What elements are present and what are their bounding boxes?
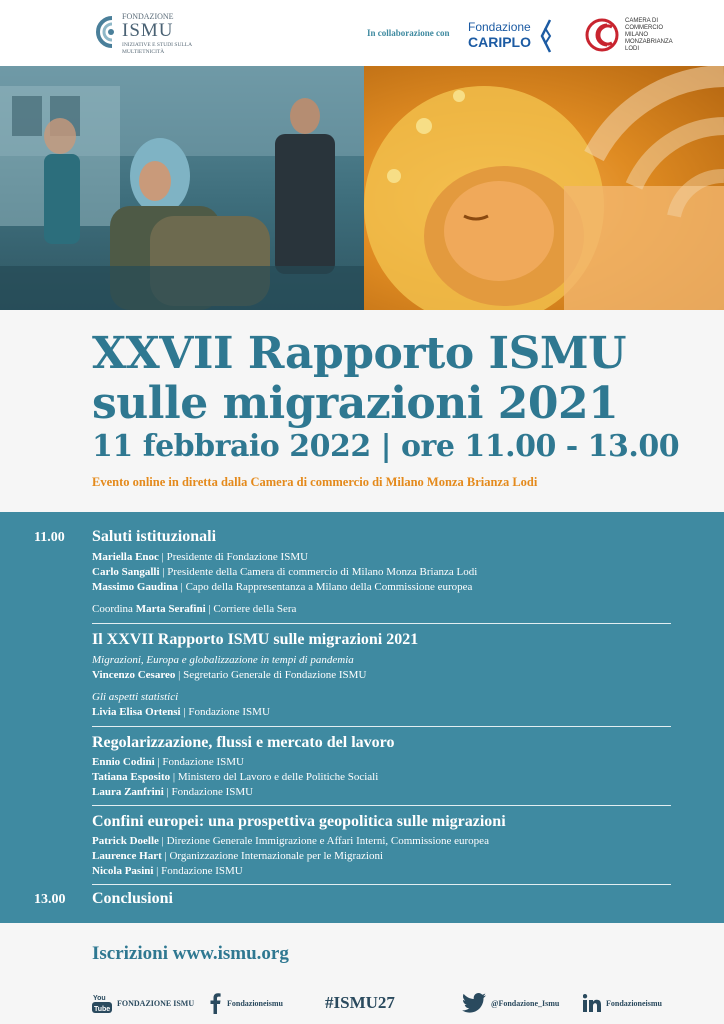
ismu-name: ISMU — [122, 20, 174, 41]
speaker-line — [92, 705, 270, 719]
photo-left-illustration — [0, 66, 364, 310]
speaker-name: Massimo Gaudina — [92, 581, 178, 593]
speaker-line — [92, 849, 383, 863]
photo-right-illustration — [364, 66, 724, 310]
cariplo-logo[interactable] — [468, 18, 558, 54]
section-divider — [92, 623, 671, 624]
camera-line-5: LODI — [625, 46, 640, 52]
camera-line-3: MILANO — [625, 32, 649, 38]
speaker-role: | Fondazione ISMU — [163, 786, 254, 798]
linkedin-label: Fondazioneismu — [606, 998, 663, 1008]
svg-text:Tube: Tube — [94, 1006, 111, 1013]
section-divider — [92, 726, 671, 727]
speaker-role: | Capo della Rappresentanza a Milano della Commissione europea — [177, 581, 473, 593]
moderator-role: | Corriere della Sera — [205, 603, 297, 615]
speaker-name: Livia Elisa Ortensi — [92, 706, 181, 718]
speaker-role: | Organizzazione Internazionale per le Migrazioni — [161, 850, 384, 862]
facebook-icon — [208, 992, 222, 1014]
moderator-prefix: Coordina — [92, 603, 136, 615]
speaker-line — [92, 834, 489, 848]
facebook-link[interactable] — [208, 991, 283, 1015]
camera-commercio-logo[interactable] — [585, 16, 695, 56]
event-hashtag[interactable]: #ISMU27 — [325, 993, 395, 1012]
twitter-icon — [462, 993, 486, 1013]
speaker-name: Nicola Pasini — [92, 865, 154, 877]
section-title-conclusioni: Conclusioni — [92, 890, 173, 907]
speaker-role: | Fondazione ISMU — [154, 756, 244, 768]
section-divider — [92, 805, 671, 806]
speaker-name: Ennio Codini — [92, 756, 155, 768]
linkedin-icon — [583, 994, 601, 1012]
event-date-time: 11 febbraio 2022 | ore 11.00 - 13.00 — [92, 429, 680, 464]
session-subtitle-text: Migrazioni, Europa e globalizzazione in tempi di pandemia — [92, 654, 354, 666]
section-title-rapporto: Il XXVII Rapporto ISMU sulle migrazioni 2021 — [92, 631, 419, 648]
moderator-name: Marta Serafini — [135, 603, 206, 615]
youtube-icon — [92, 992, 112, 1014]
speaker-line — [92, 565, 477, 579]
camera-line-4: MONZABRIANZA — [625, 39, 673, 45]
ismu-logo[interactable] — [92, 12, 202, 58]
facebook-label: Fondazioneismu — [227, 998, 284, 1008]
speaker-name: Mariella Enoc — [92, 551, 159, 563]
speaker-role: | Presidente di Fondazione ISMU — [158, 551, 309, 563]
photo-sleeping-child — [364, 66, 724, 310]
speaker-line — [92, 668, 366, 682]
speaker-name: Laurence Hart — [92, 850, 162, 862]
speaker-line — [92, 785, 253, 799]
section-title-confini: Confini europei: una prospettiva geopolitica sulle migrazioni — [92, 813, 506, 830]
speaker-line — [92, 550, 308, 564]
speaker-role: | Ministero del Lavoro e delle Politiche Sociali — [170, 771, 379, 783]
camera-commercio-mark-icon — [585, 18, 621, 52]
youtube-label: FONDAZIONE ISMU — [117, 998, 195, 1008]
session-subtitle — [92, 653, 354, 667]
speaker-role: | Direzione Generale Immigrazione e Affari Interni, Commissione europea — [158, 835, 489, 847]
camera-line-2: COMMERCIO — [625, 25, 663, 31]
speaker-role: | Fondazione ISMU — [153, 865, 243, 877]
start-time: 11.00 — [34, 530, 65, 545]
speaker-line — [92, 770, 378, 784]
section-title-saluti: Saluti istituzionali — [92, 528, 217, 545]
ismu-logo-mark-icon — [92, 14, 118, 50]
youtube-link[interactable] — [92, 991, 194, 1015]
ismu-foundation-label: FONDAZIONE — [122, 12, 174, 21]
linkedin-link[interactable] — [583, 991, 662, 1015]
cariplo-logo-bottom: CARIPLO — [468, 34, 531, 50]
session-subtitle — [92, 690, 178, 704]
speaker-name: Tatiana Esposito — [92, 771, 171, 783]
photo-migrants-station — [0, 66, 364, 310]
speaker-name: Vincenzo Cesareo — [92, 669, 176, 681]
speaker-name: Laura Zanfrini — [92, 786, 164, 798]
end-time: 13.00 — [34, 892, 66, 907]
title-block — [0, 310, 724, 512]
section-title-regolarizzazione: Regolarizzazione, flussi e mercato del lavoro — [92, 734, 395, 751]
camera-line-1: CAMERA DI — [625, 18, 659, 24]
svg-text:You: You — [93, 995, 106, 1002]
registration-link[interactable]: Iscrizioni www.ismu.org — [92, 943, 289, 964]
event-subtitle: Evento online in diretta dalla Camera di commercio di Milano Monza Brianza Lodi — [92, 475, 538, 489]
report-title-line-1: XXVII Rapporto ISMU — [92, 328, 626, 379]
header — [0, 0, 724, 66]
speaker-role: | Segretario Generale di Fondazione ISMU — [175, 669, 367, 681]
speaker-role: | Fondazione ISMU — [180, 706, 270, 718]
collaboration-label: In collaborazione con — [367, 28, 450, 38]
report-title-line-2: sulle migrazioni 2021 — [92, 378, 619, 429]
ismu-subtitle: INIZIATIVE E STUDI SULLA MULTIETNICITÀ — [122, 42, 192, 55]
speaker-role: | Presidente della Camera di commercio di Milano Monza Brianza Lodi — [159, 566, 478, 578]
speaker-line — [92, 864, 243, 878]
cariplo-mark-icon — [536, 18, 554, 54]
section-divider — [92, 884, 671, 885]
footer — [0, 923, 724, 1024]
moderator-line — [92, 602, 296, 616]
speaker-name: Carlo Sangalli — [92, 566, 160, 578]
speaker-name: Patrick Doelle — [92, 835, 159, 847]
twitter-link[interactable] — [462, 991, 559, 1015]
speaker-line — [92, 580, 472, 594]
speaker-line — [92, 755, 244, 769]
twitter-label: @Fondazione_Ismu — [491, 998, 560, 1008]
cariplo-logo-top: Fondazione — [468, 20, 531, 34]
program-section — [0, 512, 724, 923]
camera-commercio-text — [625, 18, 673, 53]
session-subtitle-text: Gli aspetti statistici — [92, 691, 179, 703]
